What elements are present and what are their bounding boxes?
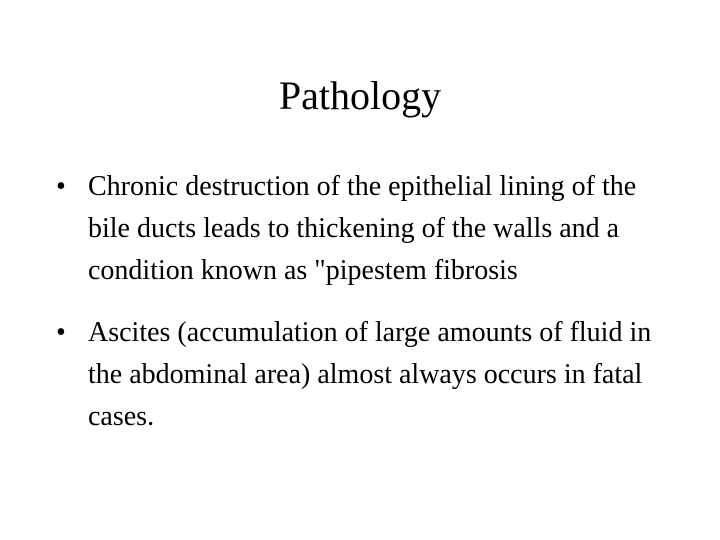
bullet-text: Chronic destruction of the epithelial lining of the bile ducts leads to thickening of the walls and a condition known as "pipestem fibrosis [88,171,637,286]
bullet-item-chronic-destruction [56,166,656,292]
bullet-icon: • [56,171,66,202]
slide-title: Pathology [278,73,442,118]
bullet-list [56,166,656,438]
bullet-icon: • [56,317,66,348]
bullet-text: Ascites (accumulation of large amounts of fluid in the abdominal area) almost always occurs in fatal cases. [88,317,652,432]
bullet-item-ascites [56,312,656,438]
